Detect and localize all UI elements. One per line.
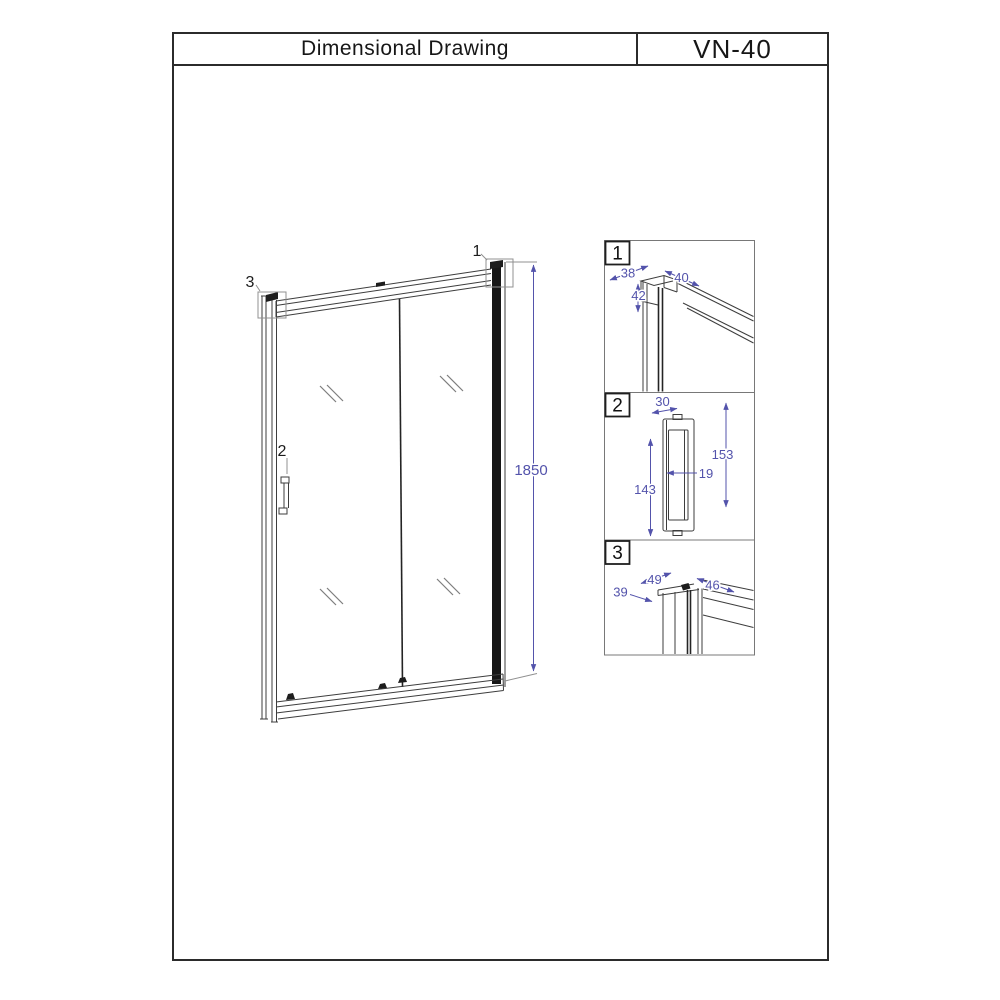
roller-cover [376, 282, 385, 288]
top-rail [276, 269, 491, 317]
glass-hatch-marks [320, 375, 463, 605]
drawing-title: Dimensional Drawing [301, 37, 509, 60]
dim-40: 40 [674, 270, 689, 285]
dim-143: 143 [634, 482, 656, 497]
center-stile [400, 299, 403, 687]
detail-2-label: 2 [612, 395, 623, 417]
left-wall-profile [260, 292, 278, 722]
callout-1: 1 [472, 243, 482, 260]
detail-3-label: 3 [612, 543, 623, 564]
dim-39: 39 [613, 584, 628, 600]
detail-panel-1 [605, 241, 755, 393]
callout-2: 2 [277, 443, 287, 460]
height-dimension [505, 262, 548, 681]
detail-panel-2 [605, 393, 755, 541]
bottom-rail [276, 674, 504, 719]
dim-30: 30 [655, 394, 670, 409]
detail-1-label: 1 [612, 243, 623, 265]
dim-153: 153 [711, 447, 734, 462]
bottom-guide [286, 693, 295, 700]
dim-42: 42 [631, 288, 646, 303]
dim-19: 19 [698, 466, 714, 481]
callouts [246, 243, 513, 460]
detail-panel-3 [605, 540, 755, 655]
right-frame [490, 260, 505, 687]
door-handle [279, 458, 289, 514]
dim-46: 46 [705, 577, 720, 593]
model-number: VN-40 [636, 34, 827, 64]
height-dimension-value: 1850 [514, 462, 548, 479]
bottom-guide [398, 677, 407, 683]
callout-3: 3 [245, 274, 255, 291]
main-door-drawing [246, 243, 548, 722]
dim-49: 49 [647, 572, 662, 587]
dim-38: 38 [620, 265, 636, 281]
bottom-guide [378, 683, 387, 689]
